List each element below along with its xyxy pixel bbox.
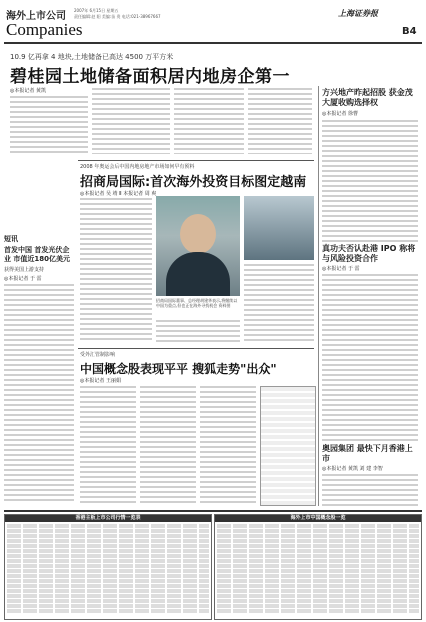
chip-body-col3 — [200, 386, 256, 504]
sidebar-story2-kicker: 短讯 — [4, 235, 18, 243]
left-table — [4, 514, 212, 620]
chip-headline: 中国概念股表现平平 搜狐走势"出众" — [80, 362, 277, 376]
chip-body-col1 — [80, 386, 136, 504]
sidebar-story1-byline: ◎本报记者 徐曹 — [322, 111, 358, 117]
right-table-title: 海外上市中国概念股一览 — [215, 515, 421, 522]
left-table-title: 香港主板上市公司行情一览表 — [5, 515, 211, 522]
right-table-rows — [215, 522, 421, 616]
lead-body-col4 — [248, 88, 312, 154]
lead-headline: 碧桂园土地储备面积居内地房企第一 — [10, 67, 290, 87]
sidebar-story4-headline: 奥园集团 最快下月香港上市 — [322, 444, 413, 463]
lead-byline: ◎本报记者 黄凯 — [10, 88, 46, 94]
lead-body-col3 — [174, 88, 244, 154]
feature-photo2 — [244, 196, 314, 260]
section-en: Companies — [6, 20, 83, 39]
person-silhouette — [180, 214, 216, 254]
feature-byline: ◎本报记者 吴 靖 Ⅱ 本报记者 周 爽 — [80, 191, 157, 197]
feature-kicker: 2008 年奥运会后中国内地房地产市场如何早有预料 — [80, 164, 195, 170]
sidebar-story4-body — [322, 474, 418, 508]
tables-rule — [4, 510, 422, 512]
chip-kicker: 受外汇管制影响 — [80, 352, 116, 358]
left-column-body — [4, 284, 74, 502]
chip-rule — [78, 348, 314, 349]
section-title: 海外上市公司 — [6, 11, 66, 22]
feature-photo — [156, 196, 240, 296]
feature-body-col1 — [80, 198, 152, 343]
sidebar-story1-headline: 方兴地产昨起招股 获金茂大厦收购选择权 — [322, 88, 413, 107]
feature-rule — [78, 160, 314, 161]
sidebar-story3-byline: ◎本报记者 于 雷 — [322, 266, 360, 272]
date-line: 2007年 6月15日 星期五 — [74, 8, 119, 13]
sidebar-story2-byline: ◎本报记者 于 雷 — [4, 276, 42, 282]
chip-mini-table — [260, 386, 316, 506]
right-table — [214, 514, 422, 620]
lead-body-col2 — [92, 88, 170, 154]
person-shoulders — [166, 252, 230, 296]
sidebar-story1-body — [322, 120, 418, 242]
sidebar-rule — [318, 86, 319, 506]
section-code: B4 — [402, 26, 417, 37]
masthead — [4, 4, 422, 48]
sidebar-story4-byline: ◎本报记者 黄凯 刘 建 李智 — [322, 466, 383, 472]
chip-byline: ◎本报记者 王丽娟 — [80, 378, 121, 384]
masthead-rule — [4, 42, 422, 44]
sidebar-story2-headline: 首发中国 首发光伏企业 市值近180亿美元 — [4, 246, 71, 263]
sidebar-story3-body — [322, 274, 418, 444]
paper-name: 上海证券报 — [338, 8, 378, 18]
feature-body-col2 — [156, 320, 240, 344]
left-table-rows — [5, 522, 211, 616]
chip-body-col2 — [140, 386, 196, 504]
feature-headline: 招商局国际:首次海外投资目标图定越南 — [80, 175, 307, 190]
lead-kicker: 10.9 亿再拿 4 地块,土地储备已高达 4500 万平方米 — [10, 53, 174, 61]
sidebar-story3-headline: 真功夫否认赴港 IPO 称将与风险投资合作 — [322, 244, 416, 263]
sidebar-story2-sub: 获得美国上游支持 — [4, 267, 45, 273]
lead-body-col1 — [10, 96, 88, 154]
feature-photo-caption: 招商局国际董事、总经理胡建华表示,将继续以中国为重点,但也正在海外寻找机会 资料图 — [156, 298, 238, 308]
feature-body-col3 — [244, 264, 314, 344]
editor-line: 责任编辑:赵 阳 美编:苗 贵 电话:021-38967667 — [74, 14, 161, 19]
